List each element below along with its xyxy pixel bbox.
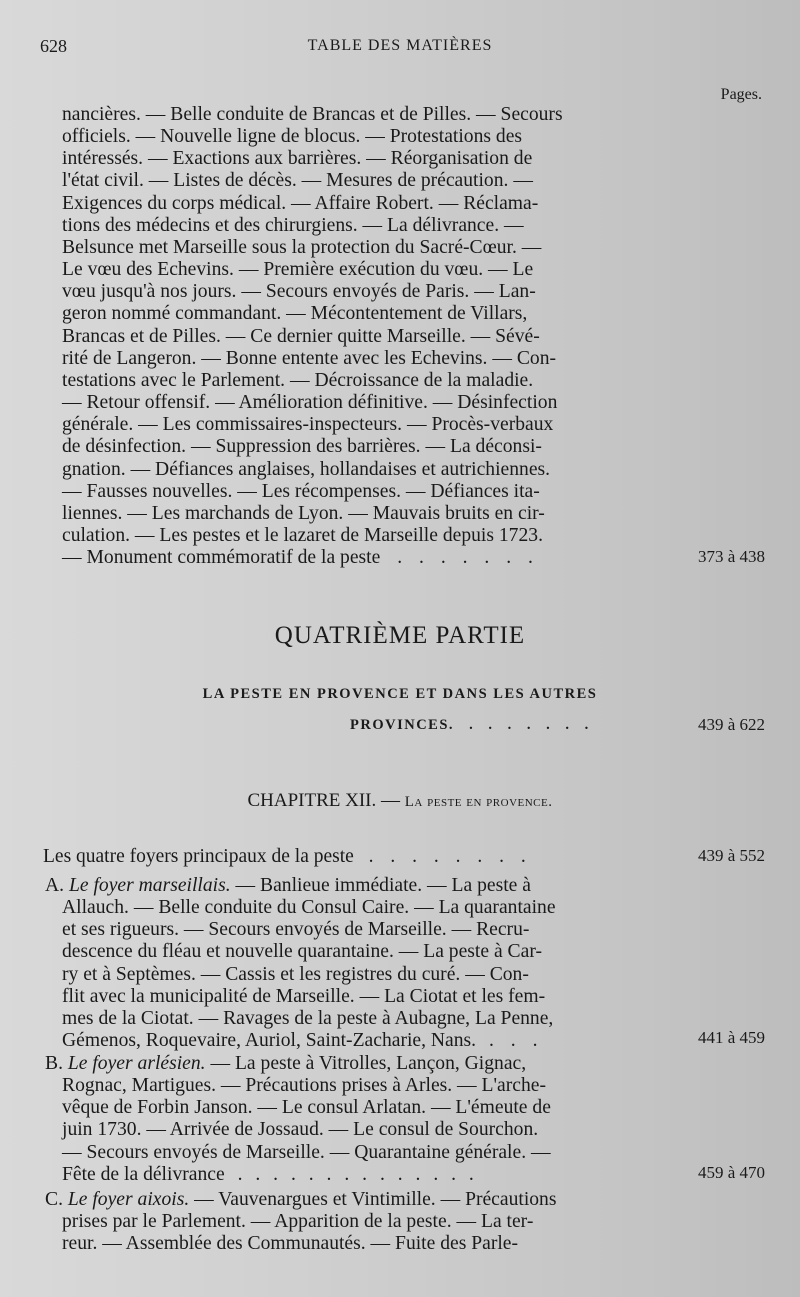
text-line: flit avec la municipalité de Marseille. — La Ciotat et les fem- — [62, 985, 546, 1007]
text-line: — La peste à Vitrolles, Lançon, Gignac, — [210, 1053, 527, 1074]
section-title: Le foyer marseillais. — [68, 875, 231, 896]
text-line: nancières. — Belle conduite de Brancas et de Pilles. — Secours — [62, 104, 563, 125]
continuation-pages: 373 à 438 — [697, 547, 765, 566]
last-line-text: — Monument commémoratif de la peste — [62, 547, 381, 569]
page-number: 628 — [40, 36, 67, 56]
section-a-pages: 441 à 459 — [697, 1028, 765, 1047]
chapter-heading — [0, 790, 800, 812]
chapter-title: La peste en provence. — [404, 794, 553, 810]
text-line: Brancas et de Pilles. — Ce dernier quitte Marseille. — Sévé- — [62, 325, 540, 347]
text-line: ry et à Septèmes. — Cassis et les registres du curé. — Con- — [62, 963, 529, 985]
section-label: C. — [45, 1189, 63, 1210]
text-line: testations avec le Parlement. — Décroissance de la maladie. — [62, 369, 534, 391]
text-line: prises par le Parlement. — Apparition de la peste. — La ter- — [62, 1211, 534, 1233]
text-line: et ses rigueurs. — Secours envoyés de Marseille. — Recru- — [62, 919, 530, 941]
section-label: A. — [45, 875, 65, 896]
text-line: descence du fléau et nouvelle quarantaine. — La peste à Car- — [62, 941, 542, 963]
leader-dots: . . . . . . . — [469, 717, 595, 733]
section-first-line — [45, 1189, 722, 1211]
text-line: Le vœu des Echevins. — Première exécution du vœu. — Le — [62, 259, 534, 281]
text-line: vœu jusqu'à nos jours. — Secours envoyés de Paris. — Lan- — [62, 281, 536, 303]
part-subtitle-text: PROVINCES. — [350, 717, 455, 733]
text-line: Belsunce met Marseille sous la protection du Sacré-Cœur. — — [62, 236, 542, 258]
text-line: de désinfection. — Suppression des barrières. — La déconsi- — [62, 436, 542, 458]
text-line-last — [62, 547, 704, 569]
section-b — [45, 1053, 722, 1186]
part-subtitle-continued — [350, 717, 594, 734]
text-line: Allauch. — Belle conduite du Consul Caire. — La quarantaine — [62, 897, 556, 919]
part-pages: 439 à 622 — [697, 715, 765, 734]
text-line: l'état civil. — Listes de décès. — Mesures de précaution. — — [62, 170, 533, 192]
running-title: TABLE DES MATIÈRES — [307, 37, 493, 54]
text-line-last — [62, 1164, 722, 1186]
text-line: — Secours envoyés de Marseille. — Quarantaine générale. — — [62, 1141, 551, 1163]
leader-dots: . . . . . . . — [397, 547, 539, 569]
text-line: Exigences du corps médical. — Affaire Robert. — Réclama- — [62, 192, 539, 214]
text-line: — Banlieue immédiate. — La peste à — [235, 875, 531, 896]
leader-dots: . . . . . . . . — [368, 846, 532, 867]
text-line: — Vauvenargues et Vintimille. — Précautions — [194, 1189, 557, 1210]
section-b-pages: 459 à 470 — [697, 1163, 765, 1182]
chapter-number: CHAPITRE XII. — — [247, 790, 401, 811]
continuation-paragraph — [62, 104, 704, 569]
text-line: gnation. — Défiances anglaises, hollandaises et autrichiennes. — [62, 458, 551, 480]
last-line-text: Fête de la délivrance — [62, 1163, 225, 1185]
section-first-line — [45, 1053, 722, 1075]
text-line: geron nommé commandant. — Mécontentement de Villars, — [62, 303, 528, 325]
text-line: intéressés. — Exactions aux barrières. — Réorganisation de — [62, 148, 533, 170]
text-line: culation. — Les pestes et le lazaret de Marseille depuis 1723. — [62, 524, 543, 546]
text-line: officiels. — Nouvelle ligne de blocus. — Protestations des — [62, 126, 523, 148]
text-line: vêque de Forbin Janson. — Le consul Arlatan. — L'émeute de — [62, 1097, 551, 1119]
leader-dots: . . . . . . . . . . . . . . — [237, 1163, 478, 1185]
text-line: juin 1730. — Arrivée de Jossaud. — Le consul de Sourchon. — [62, 1119, 539, 1141]
text-line: — Retour offensif. — Amélioration définitive. — Désinfection — [62, 392, 558, 414]
pages-column-label: Pages. — [720, 86, 762, 103]
section-a — [45, 875, 722, 1052]
part-subtitle: LA PESTE EN PROVENCE ET DANS LES AUTRES — [202, 686, 598, 702]
section-title: Le foyer arlésien. — [67, 1053, 206, 1074]
text-line: liennes. — Les marchands de Lyon. — Mauvais bruits en cir- — [62, 502, 545, 524]
part-title: QUATRIÈME PARTIE — [274, 622, 526, 649]
text-line: reur. — Assemblée des Communautés. — Fuite des Parle- — [62, 1233, 519, 1255]
toc-entry — [43, 846, 532, 868]
section-label: B. — [45, 1053, 63, 1074]
section-title: Le foyer aixois. — [67, 1189, 190, 1210]
toc-entry-text: Les quatre foyers principaux de la peste — [43, 846, 354, 867]
text-line: tions des médecins et des chirurgiens. — La délivrance. — — [62, 214, 524, 236]
text-line-last — [62, 1030, 722, 1052]
text-line: mes de la Ciotat. — Ravages de la peste à Aubagne, La Penne, — [62, 1007, 554, 1029]
text-line: — Fausses nouvelles. — Les récompenses. — Défiances ita- — [62, 480, 540, 502]
section-first-line — [45, 875, 722, 897]
text-line: générale. — Les commissaires-inspecteurs. — Procès-verbaux — [62, 414, 554, 436]
toc-entry-pages: 439 à 552 — [697, 846, 765, 865]
text-line: Rognac, Martigues. — Précautions prises à Arles. — L'arche- — [62, 1075, 546, 1097]
leader-dots: . . . — [488, 1030, 544, 1052]
section-c — [45, 1189, 722, 1255]
last-line-text: Gémenos, Roquevaire, Auriol, Saint-Zacharie, Nans. — [62, 1030, 477, 1052]
text-line: rité de Langeron. — Bonne entente avec les Echevins. — Con- — [62, 347, 557, 369]
